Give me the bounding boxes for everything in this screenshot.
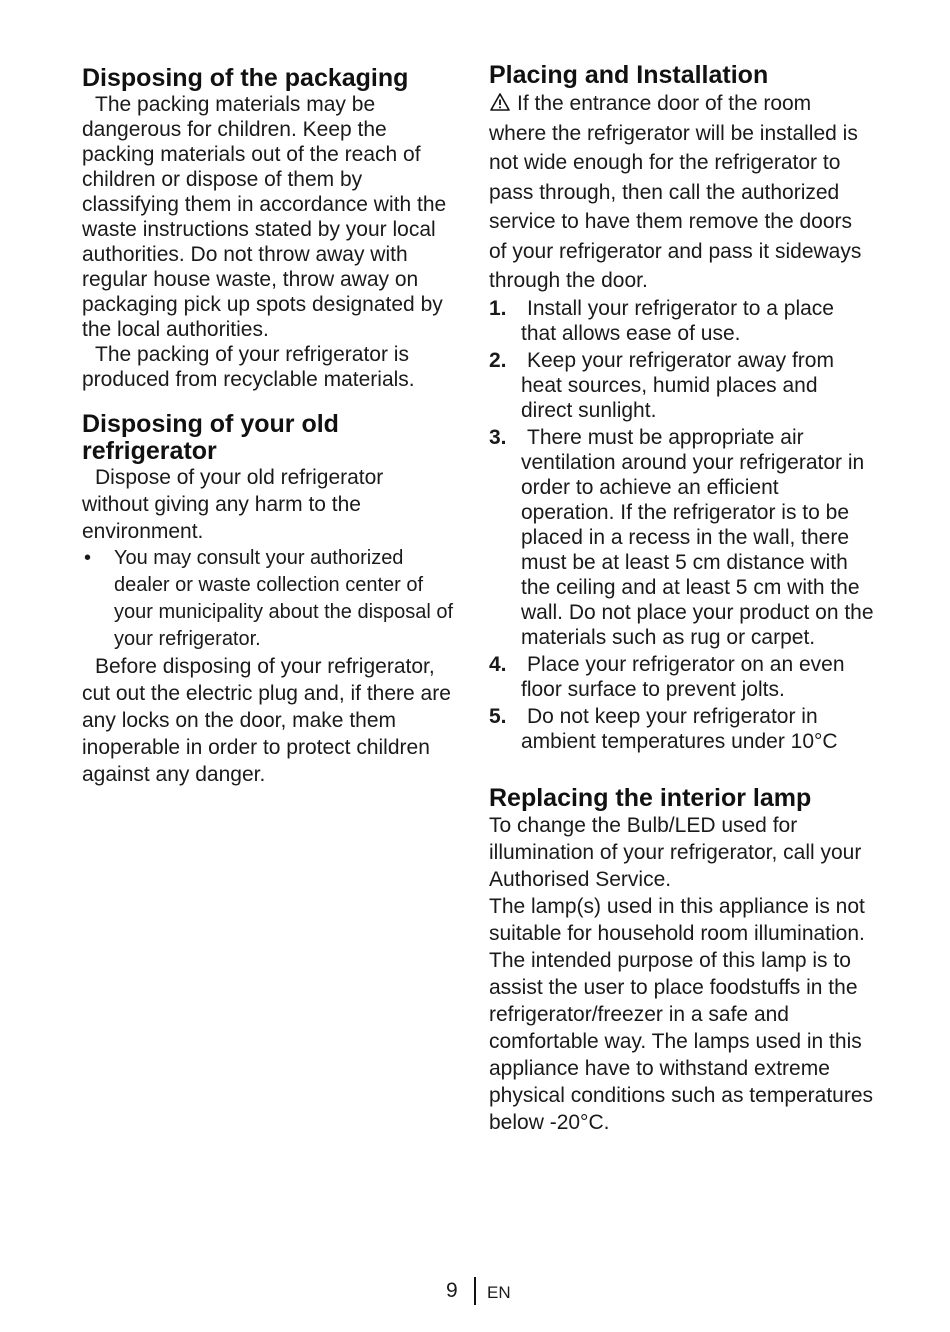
old-refrigerator-paragraph-1: Dispose of your old refrigerator without giving any harm to the environment. bbox=[82, 466, 384, 543]
warning-text: If the entrance door of the room where the refrigerator will be installed is not wide enough for the refrigerator to pass through, then call the authorized service to have them remove the doors of your refrigerator and pass it sideways through the door. bbox=[489, 92, 862, 292]
item-text: Keep your refrigerator away from heat sources, humid places and direct sunlight. bbox=[521, 348, 834, 422]
list-item bbox=[489, 425, 874, 650]
left-column bbox=[82, 60, 454, 788]
section-title-placing: Placing and Installation bbox=[489, 61, 769, 89]
item-text: Do not keep your refrigerator in ambient temperatures under 10°C bbox=[521, 704, 838, 753]
item-number: 2. bbox=[489, 348, 507, 372]
placing-list bbox=[489, 296, 874, 754]
item-text: There must be appropriate air ventilation around your refrigerator in order to achieve an efficient operation. If the refrigerator is to be placed in a recess in the wall, there must be at least 5 cm distance with the ceiling and at least 5 cm with the wall. Do not place your product on the materials such as rug or carpet. bbox=[521, 425, 874, 649]
footer-divider bbox=[474, 1277, 476, 1305]
page-footer bbox=[0, 1278, 950, 1308]
item-text: Place your refrigerator on an even floor surface to prevent jolts. bbox=[521, 652, 845, 701]
old-refrigerator-paragraph-2: Before disposing of your refrigerator, cut out the electric plug and, if there are any locks on the door, make them inoperable in order to protect children against any danger. bbox=[82, 655, 451, 786]
item-number: 5. bbox=[489, 704, 507, 728]
placing-warning bbox=[489, 89, 874, 296]
item-text: Install your refrigerator to a place that allows ease of use. bbox=[521, 296, 834, 345]
section-title-old-refrigerator: Disposing of your old refrigerator bbox=[82, 410, 339, 465]
item-number: 3. bbox=[489, 425, 507, 449]
list-item bbox=[489, 296, 874, 346]
language-code: EN bbox=[487, 1283, 511, 1302]
item-number: 1. bbox=[489, 296, 507, 320]
list-item bbox=[489, 652, 874, 702]
bullet-dot: • bbox=[84, 547, 92, 569]
list-item bbox=[489, 348, 874, 423]
right-column bbox=[489, 60, 874, 1136]
page-number: 9 bbox=[446, 1279, 458, 1302]
packaging-paragraph-1: The packing materials may be dangerous for children. Keep the packing materials out of the reach of children or dispose of them by classifying them in accordance with the waste instructions stated by your local authorities. Do not throw away with regular house waste, throw away on packaging pick up spots designated by the local authorities. bbox=[82, 93, 447, 341]
bullet-text: You may consult your authorized dealer or waste collection center of your municipality about the disposal of your refrigerator. bbox=[114, 547, 454, 650]
warning-triangle-icon bbox=[489, 91, 511, 111]
lamp-paragraph-2: The lamp(s) used in this appliance is not suitable for household room illumination. The intended purpose of this lamp is to assist the user to place foodstuffs in the refrigerator/freezer in a safe and comfortable way. The lamps used in this appliance have to withstand extreme physical conditions such as temperatures below -20°C. bbox=[489, 894, 874, 1134]
lamp-paragraph-1: To change the Bulb/LED used for illumination of your refrigerator, call your Authorised Service. bbox=[489, 813, 862, 891]
section-title-interior-lamp: Replacing the interior lamp bbox=[489, 783, 812, 812]
list-item bbox=[489, 704, 874, 754]
packaging-paragraph-2: The packing of your refrigerator is produced from recyclable materials. bbox=[82, 343, 415, 391]
section-title-packaging: Disposing of the packaging bbox=[82, 64, 409, 92]
list-item bbox=[82, 545, 454, 653]
item-number: 4. bbox=[489, 652, 507, 676]
